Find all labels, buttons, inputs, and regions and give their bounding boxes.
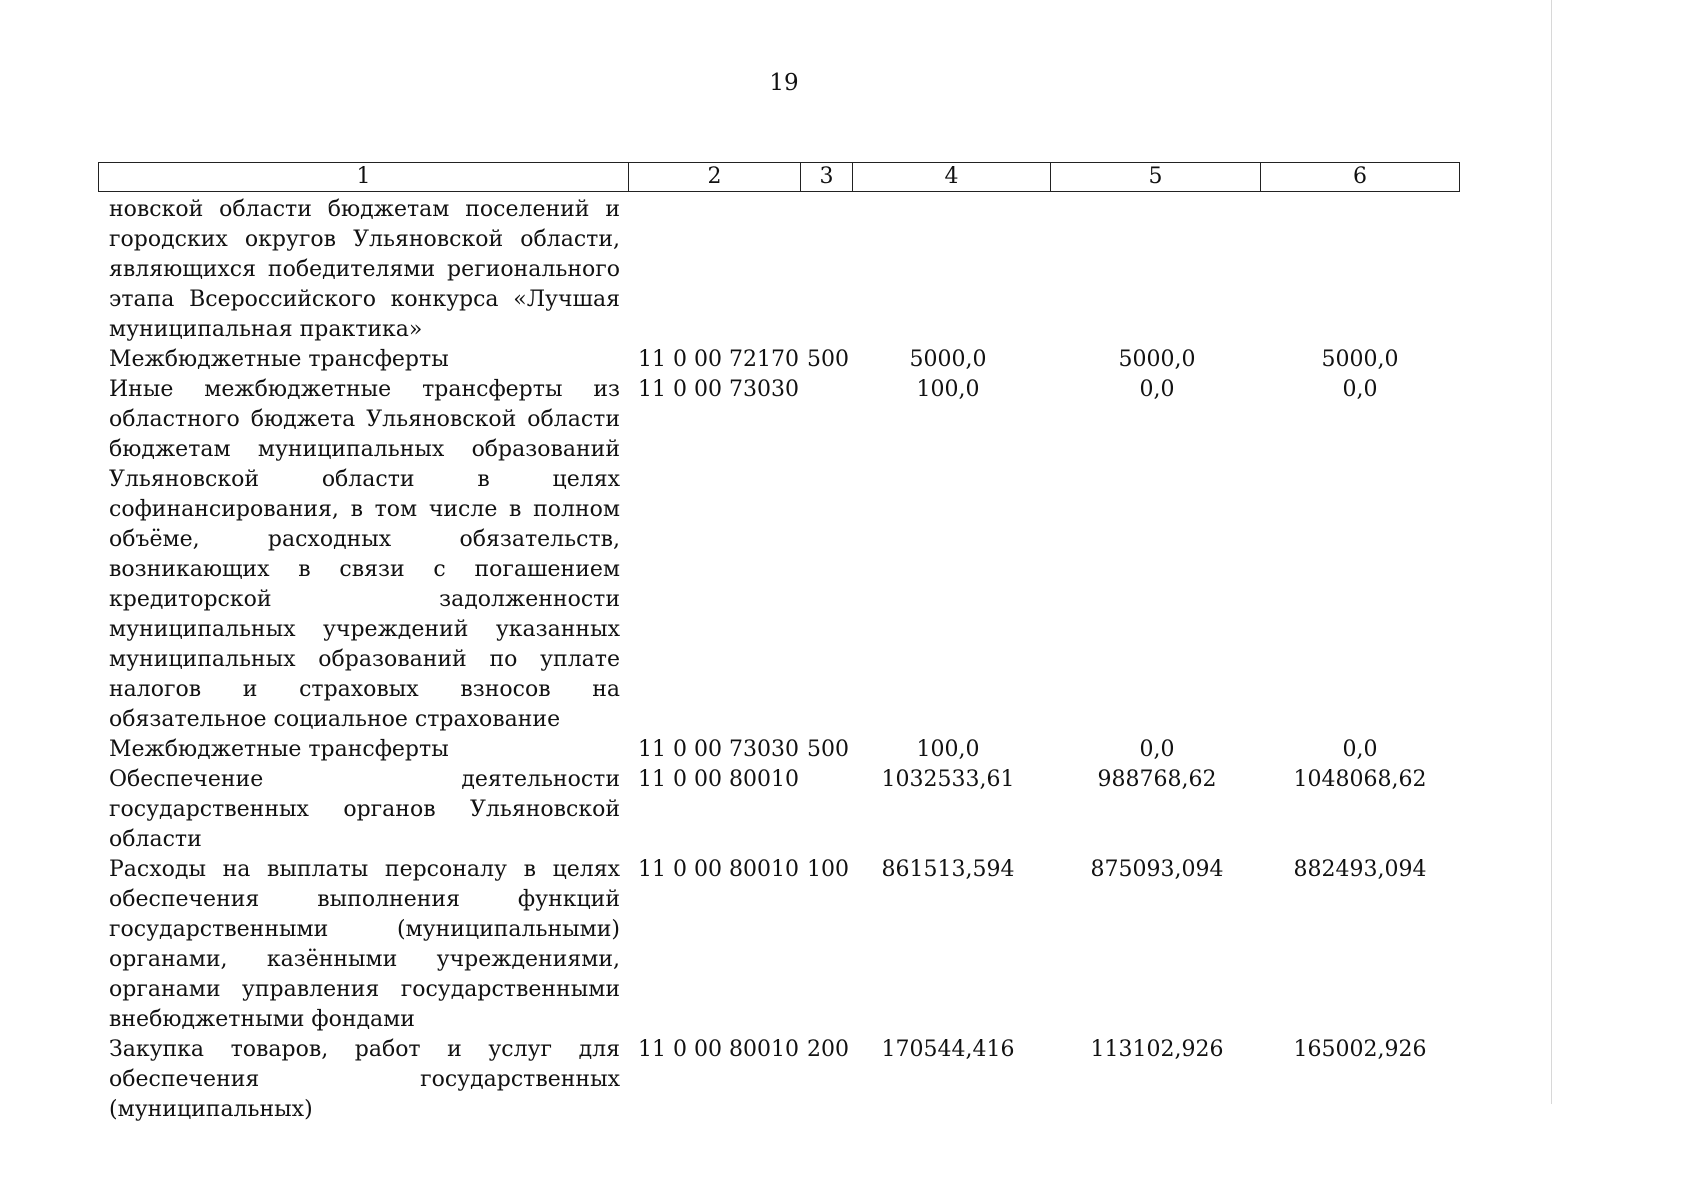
row-description: Расходы на выплаты персоналу в целях обеспечения выполнения функций государственными (муниципальными) органами, казёнными учреждениями, органами управления государственными внебюджетными фондами	[109, 857, 620, 1032]
table-row	[98, 375, 1460, 735]
column-header-1: 1	[99, 163, 629, 191]
row-description: новской области бюджетам поселений и городских округов Ульяновской области, являющихся победителями регионального этапа Всероссийского конкурса «Лучшая муниципальная практика»	[109, 197, 620, 342]
row-amount-col5: 0,0	[1139, 377, 1175, 402]
row-description: Обеспечение деятельности государственных органов Ульяновской области	[109, 767, 620, 852]
row-amount-col6: 0,0	[1342, 377, 1378, 402]
row-amount-col6: 5000,0	[1321, 347, 1399, 372]
row-amount-col6: 165002,926	[1293, 1037, 1427, 1062]
row-description: Межбюджетные трансферты	[109, 737, 449, 762]
row-amount-col4: 1032533,61	[881, 767, 1015, 792]
row-target-code: 11 0 00 80010	[638, 767, 799, 792]
row-amount-col4: 100,0	[916, 377, 980, 402]
column-header-6: 6	[1353, 164, 1367, 189]
row-amount-col4: 100,0	[916, 737, 980, 762]
row-expense-type: 500	[807, 347, 849, 372]
column-header-5: 5	[1051, 163, 1261, 191]
row-amount-col6: 1048068,62	[1293, 767, 1427, 792]
column-header-2: 2	[629, 163, 801, 191]
row-amount-col5: 5000,0	[1118, 347, 1196, 372]
row-amount-col4: 5000,0	[909, 347, 987, 372]
row-amount-col5: 0,0	[1139, 737, 1175, 762]
row-target-code: 11 0 00 73030	[638, 737, 799, 762]
row-target-code: 11 0 00 73030	[638, 377, 799, 402]
row-description: Межбюджетные трансферты	[109, 347, 449, 372]
row-amount-col5: 875093,094	[1090, 857, 1224, 882]
scan-edge-line	[1551, 0, 1552, 1104]
row-amount-col5: 113102,926	[1090, 1037, 1224, 1062]
row-expense-type: 200	[807, 1037, 849, 1062]
table-row	[98, 195, 1460, 345]
table-row	[98, 345, 1460, 375]
table-row	[98, 735, 1460, 765]
column-header-4: 4	[853, 163, 1051, 191]
row-description: Закупка товаров, работ и услуг для обеспечения государственных (муниципальных)	[109, 1037, 620, 1122]
table-row	[98, 1035, 1460, 1125]
page-number: 19	[769, 70, 799, 96]
table-row	[98, 765, 1460, 855]
row-expense-type: 100	[807, 857, 849, 882]
row-target-code: 11 0 00 80010	[638, 857, 799, 882]
row-amount-col6: 882493,094	[1293, 857, 1427, 882]
row-amount-col5: 988768,62	[1097, 767, 1217, 792]
row-amount-col4: 861513,594	[881, 857, 1015, 882]
row-target-code: 11 0 00 80010	[638, 1037, 799, 1062]
row-amount-col4: 170544,416	[881, 1037, 1015, 1062]
column-header-3: 3	[801, 163, 853, 191]
row-description: Иные межбюджетные трансферты из областного бюджета Ульяновской области бюджетам муниципальных образований Ульяновской области в целях софинансирования, в том числе в полном объёме, расходных обязательств, возникающих в связи с погашением кредиторской задолженности муниципальных учреждений указанных муниципальных образований по уплате налогов и страховых взносов на обязательное социальное страхование	[109, 377, 620, 732]
budget-table-body	[98, 195, 1460, 1125]
row-expense-type: 500	[807, 737, 849, 762]
row-amount-col6: 0,0	[1342, 737, 1378, 762]
table-row	[98, 855, 1460, 1035]
table-header-row	[98, 162, 1460, 192]
row-target-code: 11 0 00 72170	[638, 347, 799, 372]
